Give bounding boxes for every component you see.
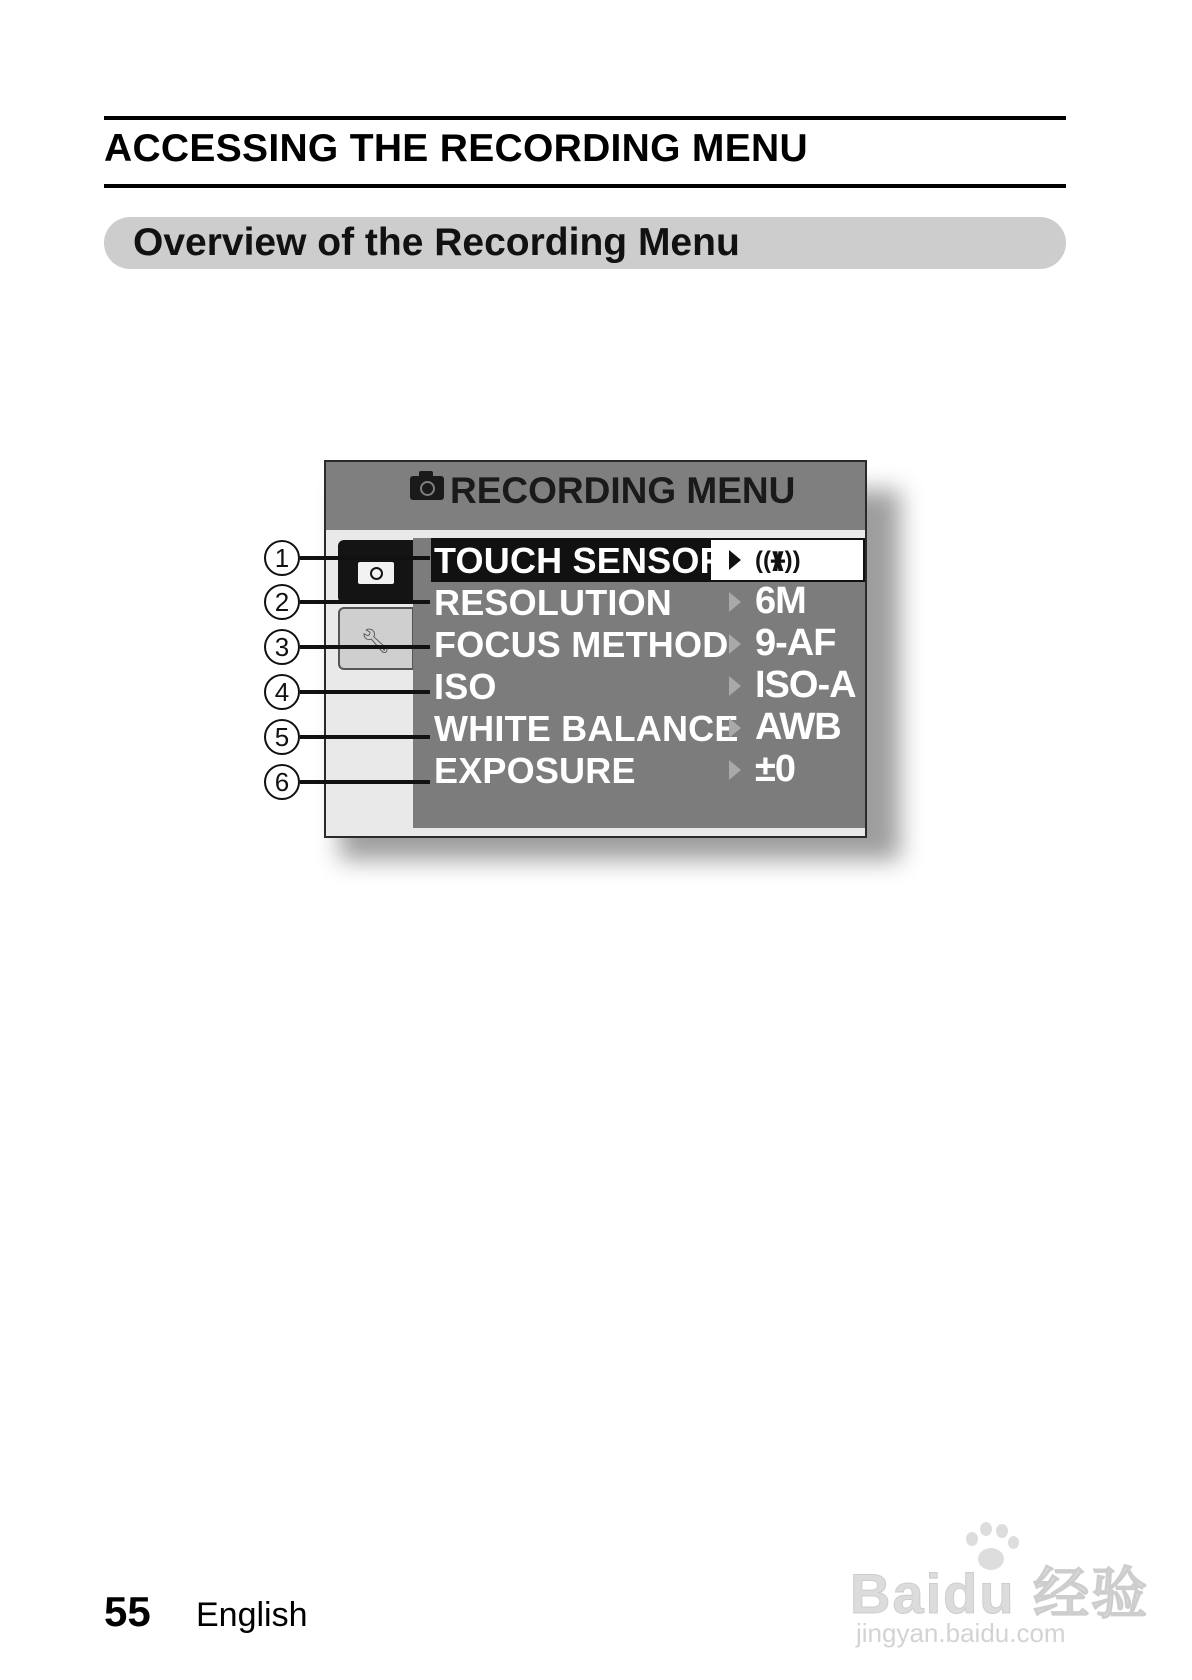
callout-6: 6	[264, 764, 300, 800]
menu-item-label: TOUCH SENSOR	[434, 540, 726, 581]
subsection-title: Overview of the Recording Menu	[133, 221, 740, 264]
page-number: 55	[104, 1588, 151, 1635]
title-underline	[104, 184, 1066, 188]
menu-item-resolution[interactable]	[413, 580, 865, 624]
watermark-url: jingyan.baidu.com	[856, 1618, 1066, 1648]
watermark-text: Baidu 经验	[850, 1562, 1150, 1625]
menu-item-label: RESOLUTION	[434, 582, 673, 623]
callout-3: 3	[264, 629, 300, 665]
arrow-right-icon	[729, 592, 741, 612]
screen-title: RECORDING MENU	[450, 470, 796, 511]
callout-leader	[300, 556, 430, 560]
callout-2: 2	[264, 584, 300, 620]
callout-leader	[300, 735, 430, 739]
callout-4: 4	[264, 674, 300, 710]
callout-5: 5	[264, 719, 300, 755]
arrow-right-icon	[729, 718, 741, 738]
subsection-banner	[104, 217, 1066, 269]
menu-item-exposure[interactable]	[413, 748, 865, 792]
callout-leader	[300, 645, 430, 649]
menu-item-label: WHITE BALANCE	[434, 708, 739, 749]
watermark	[850, 1520, 1150, 1650]
menu-item-value: AWB	[755, 706, 841, 748]
top-rule	[104, 116, 1066, 120]
camera-tab-icon	[358, 562, 394, 584]
tab-setup[interactable]	[338, 607, 414, 670]
menu-item-value: 9-AF	[755, 622, 836, 664]
arrow-right-icon	[729, 550, 741, 570]
menu-item-value: 6M	[755, 580, 806, 622]
menu-item-value: ±0	[755, 748, 795, 790]
menu-item-white-balance[interactable]	[413, 706, 865, 750]
menu-item-label: EXPOSURE	[434, 750, 636, 791]
menu-item-touch-sensor[interactable]	[413, 538, 865, 582]
callout-leader	[300, 690, 430, 694]
arrow-right-icon	[729, 676, 741, 696]
menu-item-focus-method[interactable]	[413, 622, 865, 666]
callout-leader	[300, 780, 430, 784]
tab-recording[interactable]	[338, 540, 414, 603]
screen-header	[326, 462, 865, 530]
menu-item-label: ISO	[434, 666, 497, 707]
callout-1: 1	[264, 540, 300, 576]
menu-item-label: FOCUS METHOD	[434, 624, 729, 665]
camera-icon	[410, 476, 444, 500]
arrow-right-icon	[729, 760, 741, 780]
touch-sensor-icon: ((ᚕ))	[755, 547, 801, 574]
callout-leader	[300, 600, 430, 604]
menu-item-value: ISO-A	[755, 664, 856, 706]
wrench-icon: 🔧︎	[360, 628, 391, 655]
menu-item-iso[interactable]	[413, 664, 865, 708]
page-language: English	[196, 1596, 308, 1634]
section-title: ACCESSING THE RECORDING MENU	[104, 127, 808, 170]
arrow-right-icon	[729, 634, 741, 654]
